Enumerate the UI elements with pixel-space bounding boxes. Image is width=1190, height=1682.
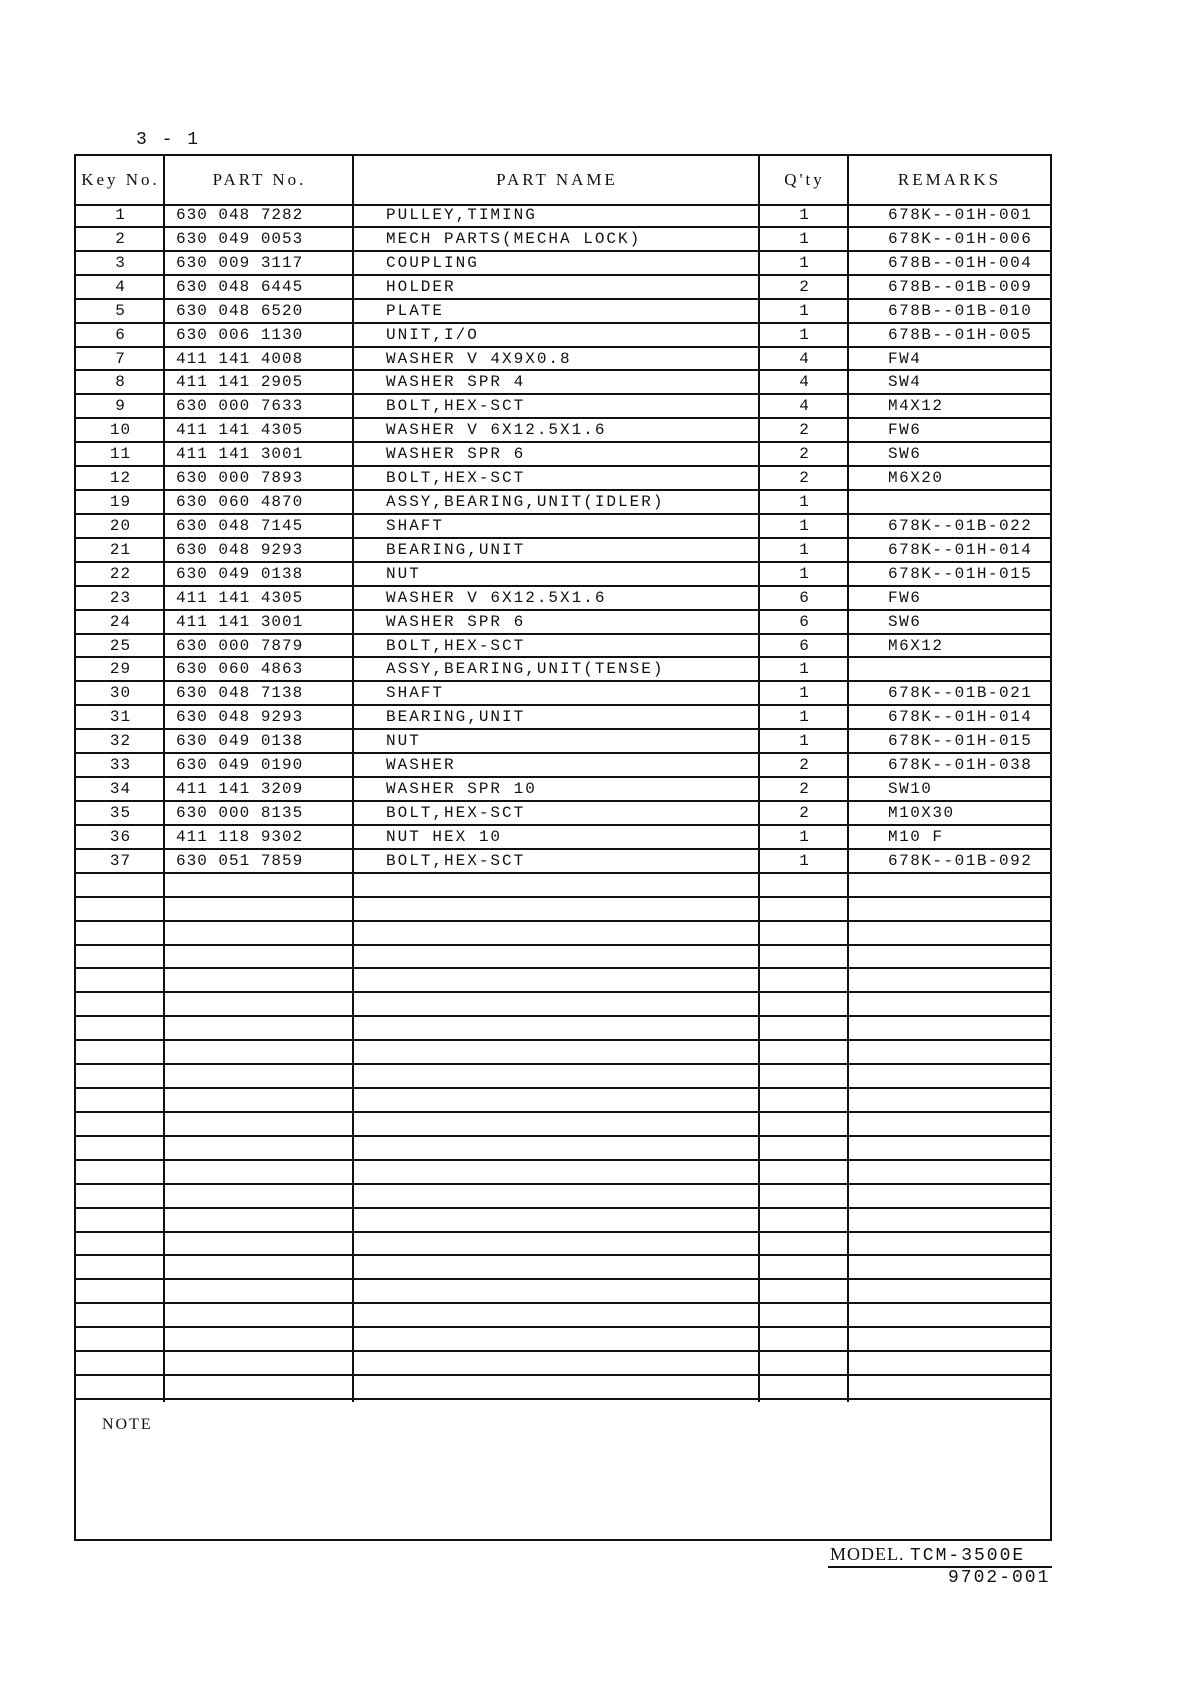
- table-row: [76, 730, 1050, 754]
- empty-table-row: [76, 1280, 1050, 1304]
- table-row: [76, 539, 1050, 563]
- empty-table-row: [76, 1185, 1050, 1209]
- part-no-cell: 411 141 3001: [176, 445, 304, 464]
- qty-cell: 1: [799, 493, 810, 512]
- remarks-cell: 678K--01H-014: [888, 540, 1033, 559]
- part-name-cell: NUT: [386, 564, 421, 583]
- part-name-cell: MECH PARTS(MECHA LOCK): [386, 229, 642, 248]
- part-name-cell: NUT: [386, 732, 421, 751]
- key-no-cell: 5: [115, 301, 126, 320]
- key-no-cell: 35: [109, 804, 132, 822]
- remarks-cell: 678K--01B-022: [888, 516, 1033, 535]
- key-no-cell: 36: [109, 827, 132, 846]
- table-row: [76, 443, 1050, 467]
- remarks-cell: FW4: [888, 349, 922, 368]
- empty-table-row: [76, 1137, 1050, 1161]
- empty-table-row: [76, 1089, 1050, 1113]
- part-no-cell: 630 048 7138: [176, 684, 304, 703]
- key-no-cell: 3: [115, 253, 126, 272]
- model-value: TCM-3500E: [910, 1546, 1026, 1566]
- part-no-cell: 630 000 7893: [176, 469, 304, 488]
- part-name-cell: COUPLING: [386, 253, 479, 272]
- part-no-cell: 630 048 6520: [176, 301, 304, 320]
- empty-table-row: [76, 1113, 1050, 1137]
- empty-table-row: [76, 1328, 1050, 1352]
- empty-table-row: [76, 993, 1050, 1017]
- empty-table-row: [76, 874, 1050, 898]
- remarks-cell: SW10: [888, 780, 933, 799]
- qty-cell: 6: [799, 612, 810, 631]
- key-no-cell: 33: [109, 756, 132, 775]
- part-no-cell: 630 000 7633: [176, 397, 304, 416]
- remarks-cell: FW6: [888, 588, 922, 607]
- key-no-cell: 32: [109, 732, 132, 751]
- part-no-cell: 630 000 8135: [176, 804, 304, 822]
- part-no-cell: 630 048 6445: [176, 277, 304, 296]
- key-no-cell: 7: [115, 349, 126, 368]
- key-no-cell: 2: [115, 229, 126, 248]
- empty-table-row: [76, 1352, 1050, 1376]
- part-name-cell: UNIT,I/O: [386, 325, 479, 344]
- part-no-cell: 630 048 7282: [176, 206, 304, 224]
- part-name-cell: BEARING,UNIT: [386, 708, 526, 727]
- remarks-cell: M6X12: [888, 636, 944, 655]
- part-name-cell: WASHER SPR 6: [386, 612, 526, 631]
- qty-cell: 1: [799, 253, 810, 272]
- remarks-cell: 678B--01H-005: [888, 325, 1033, 344]
- table-row: [76, 754, 1050, 778]
- part-name-cell: NUT HEX 10: [386, 827, 503, 846]
- table-row: [76, 778, 1050, 802]
- key-no-cell: 22: [109, 564, 132, 583]
- qty-cell: 6: [799, 588, 810, 607]
- part-no-cell: 630 049 0138: [176, 732, 304, 751]
- qty-cell: 2: [799, 469, 810, 488]
- key-no-cell: 11: [109, 445, 132, 464]
- table-row: [76, 850, 1050, 874]
- page-number: 3 - 1: [136, 130, 201, 150]
- qty-cell: 4: [799, 397, 810, 416]
- key-no-cell: 24: [109, 612, 132, 631]
- key-no-cell: 21: [109, 540, 132, 559]
- note-label: NOTE: [102, 1416, 153, 1433]
- part-no-cell: 630 060 4870: [176, 493, 304, 512]
- part-name-cell: WASHER V 6X12.5X1.6: [386, 588, 607, 607]
- table-row: [76, 802, 1050, 826]
- qty-cell: 2: [799, 756, 810, 775]
- part-name-cell: PLATE: [386, 301, 445, 320]
- qty-cell: 1: [799, 206, 810, 224]
- key-no-cell: 10: [109, 421, 132, 440]
- remarks-cell: SW4: [888, 373, 922, 392]
- remarks-cell: 678K--01H-015: [888, 732, 1033, 751]
- table-row: [76, 371, 1050, 395]
- empty-table-row: [76, 1304, 1050, 1328]
- key-no-cell: 4: [115, 277, 126, 296]
- part-no-cell: 411 141 4008: [176, 349, 304, 368]
- key-no-cell: 8: [115, 373, 126, 392]
- part-no-cell: 630 049 0190: [176, 756, 304, 775]
- qty-cell: 4: [799, 373, 810, 392]
- qty-cell: 1: [799, 732, 810, 751]
- parts-table: [74, 154, 1052, 1541]
- table-row: [76, 348, 1050, 372]
- empty-table-row: [76, 1065, 1050, 1089]
- part-no-cell: 411 141 2905: [176, 373, 304, 392]
- part-no-cell: 630 048 9293: [176, 540, 304, 559]
- key-no-cell: 9: [115, 397, 126, 416]
- empty-table-row: [76, 1233, 1050, 1257]
- part-name-cell: HOLDER: [386, 277, 456, 296]
- table-row: [76, 204, 1050, 228]
- qty-cell: 2: [799, 445, 810, 464]
- model-label: MODEL.: [830, 1544, 905, 1564]
- key-no-cell: 30: [109, 684, 132, 703]
- part-name-cell: BOLT,HEX-SCT: [386, 851, 526, 870]
- remarks-cell: 678K--01B-092: [888, 851, 1033, 870]
- column-divider: [758, 156, 760, 1402]
- key-no-cell: 6: [115, 325, 126, 344]
- qty-cell: 4: [799, 349, 810, 368]
- part-name-cell: WASHER SPR 10: [386, 780, 537, 799]
- remarks-cell: 678K--01B-021: [888, 684, 1033, 703]
- remarks-cell: 678K--01H-038: [888, 756, 1033, 775]
- part-name-cell: BOLT,HEX-SCT: [386, 804, 526, 822]
- remarks-cell: 678B--01B-010: [888, 301, 1033, 320]
- header-key-no: Key No.: [76, 156, 165, 206]
- model-info: [830, 1544, 1025, 1566]
- remarks-cell: 678B--01B-009: [888, 277, 1033, 296]
- qty-cell: 1: [799, 708, 810, 727]
- qty-cell: 1: [799, 564, 810, 583]
- part-no-cell: 630 006 1130: [176, 325, 304, 344]
- qty-cell: 2: [799, 421, 810, 440]
- qty-cell: 1: [799, 540, 810, 559]
- remarks-cell: M10X30: [888, 804, 955, 822]
- remarks-cell: 678B--01H-004: [888, 253, 1033, 272]
- part-name-cell: BEARING,UNIT: [386, 540, 526, 559]
- remarks-cell: 678K--01H-014: [888, 708, 1033, 727]
- table-row: [76, 587, 1050, 611]
- qty-cell: 1: [799, 827, 810, 846]
- part-name-cell: WASHER SPR 4: [386, 373, 526, 392]
- table-row: [76, 467, 1050, 491]
- part-name-cell: WASHER V 6X12.5X1.6: [386, 421, 607, 440]
- remarks-cell: FW6: [888, 421, 922, 440]
- remarks-cell: 678K--01H-001: [888, 206, 1033, 224]
- table-row: [76, 228, 1050, 252]
- empty-table-row: [76, 922, 1050, 946]
- remarks-cell: M4X12: [888, 397, 944, 416]
- document-number: 9702-001: [948, 1568, 1051, 1588]
- part-no-cell: 411 141 4305: [176, 421, 304, 440]
- empty-table-row: [76, 1209, 1050, 1233]
- table-row: [76, 658, 1050, 682]
- remarks-cell: 678K--01H-015: [888, 564, 1033, 583]
- table-row: [76, 563, 1050, 587]
- part-name-cell: ASSY,BEARING,UNIT(IDLER): [386, 493, 665, 512]
- part-name-cell: SHAFT: [386, 516, 445, 535]
- empty-table-row: [76, 898, 1050, 922]
- table-row: [76, 252, 1050, 276]
- table-row: [76, 826, 1050, 850]
- remarks-cell: SW6: [888, 612, 922, 631]
- qty-cell: 1: [799, 301, 810, 320]
- remarks-cell: M10 F: [888, 827, 944, 846]
- table-row: [76, 276, 1050, 300]
- part-no-cell: 411 118 9302: [176, 827, 304, 846]
- empty-table-row: [76, 946, 1050, 970]
- header-qty: Q'ty: [760, 156, 849, 206]
- qty-cell: 2: [799, 277, 810, 296]
- remarks-cell: M6X20: [888, 469, 944, 488]
- key-no-cell: 37: [109, 851, 132, 870]
- part-name-cell: BOLT,HEX-SCT: [386, 397, 526, 416]
- table-row: [76, 300, 1050, 324]
- empty-table-row: [76, 1041, 1050, 1065]
- qty-cell: 2: [799, 780, 810, 799]
- qty-cell: 1: [799, 229, 810, 248]
- qty-cell: 1: [799, 684, 810, 703]
- table-row: [76, 515, 1050, 539]
- part-name-cell: WASHER V 4X9X0.8: [386, 349, 572, 368]
- part-name-cell: SHAFT: [386, 684, 445, 703]
- part-no-cell: 630 009 3117: [176, 253, 304, 272]
- table-row: [76, 395, 1050, 419]
- table-row: [76, 682, 1050, 706]
- empty-table-row: [76, 1161, 1050, 1185]
- part-no-cell: 630 049 0138: [176, 564, 304, 583]
- part-no-cell: 630 060 4863: [176, 660, 304, 679]
- key-no-cell: 1: [115, 206, 126, 224]
- key-no-cell: 12: [109, 469, 132, 488]
- part-no-cell: 411 141 3001: [176, 612, 304, 631]
- table-row: [76, 491, 1050, 515]
- table-row: [76, 611, 1050, 635]
- qty-cell: 6: [799, 636, 810, 655]
- empty-table-row: [76, 1376, 1050, 1400]
- part-name-cell: ASSY,BEARING,UNIT(TENSE): [386, 660, 665, 679]
- header-part-name: PART NAME: [354, 156, 760, 206]
- qty-cell: 1: [799, 851, 810, 870]
- qty-cell: 2: [799, 804, 810, 822]
- part-name-cell: PULLEY,TIMING: [386, 206, 537, 224]
- header-part-no: PART No.: [165, 156, 354, 206]
- empty-table-row: [76, 1017, 1050, 1041]
- qty-cell: 1: [799, 325, 810, 344]
- qty-cell: 1: [799, 516, 810, 535]
- part-name-cell: WASHER SPR 6: [386, 445, 526, 464]
- header-remarks: REMARKS: [849, 156, 1050, 206]
- part-no-cell: 411 141 3209: [176, 780, 304, 799]
- key-no-cell: 29: [109, 660, 132, 679]
- empty-table-row: [76, 969, 1050, 993]
- table-row: [76, 706, 1050, 730]
- column-divider: [847, 156, 849, 1402]
- empty-table-row: [76, 1256, 1050, 1280]
- column-divider: [352, 156, 354, 1402]
- table-row: [76, 324, 1050, 348]
- key-no-cell: 23: [109, 588, 132, 607]
- key-no-cell: 31: [109, 708, 132, 727]
- part-name-cell: WASHER: [386, 756, 456, 775]
- part-name-cell: BOLT,HEX-SCT: [386, 469, 526, 488]
- part-no-cell: 630 048 7145: [176, 516, 304, 535]
- key-no-cell: 20: [109, 516, 132, 535]
- part-no-cell: 630 000 7879: [176, 636, 304, 655]
- part-no-cell: 630 051 7859: [176, 851, 304, 870]
- remarks-cell: 678K--01H-006: [888, 229, 1033, 248]
- part-no-cell: 411 141 4305: [176, 588, 304, 607]
- key-no-cell: 34: [109, 780, 132, 799]
- table-row: [76, 419, 1050, 443]
- remarks-cell: SW6: [888, 445, 922, 464]
- part-no-cell: 630 048 9293: [176, 708, 304, 727]
- part-no-cell: 630 049 0053: [176, 229, 304, 248]
- key-no-cell: 25: [109, 636, 132, 655]
- qty-cell: 1: [799, 660, 810, 679]
- part-name-cell: BOLT,HEX-SCT: [386, 636, 526, 655]
- key-no-cell: 19: [109, 493, 132, 512]
- column-divider: [163, 156, 165, 1402]
- table-row: [76, 635, 1050, 659]
